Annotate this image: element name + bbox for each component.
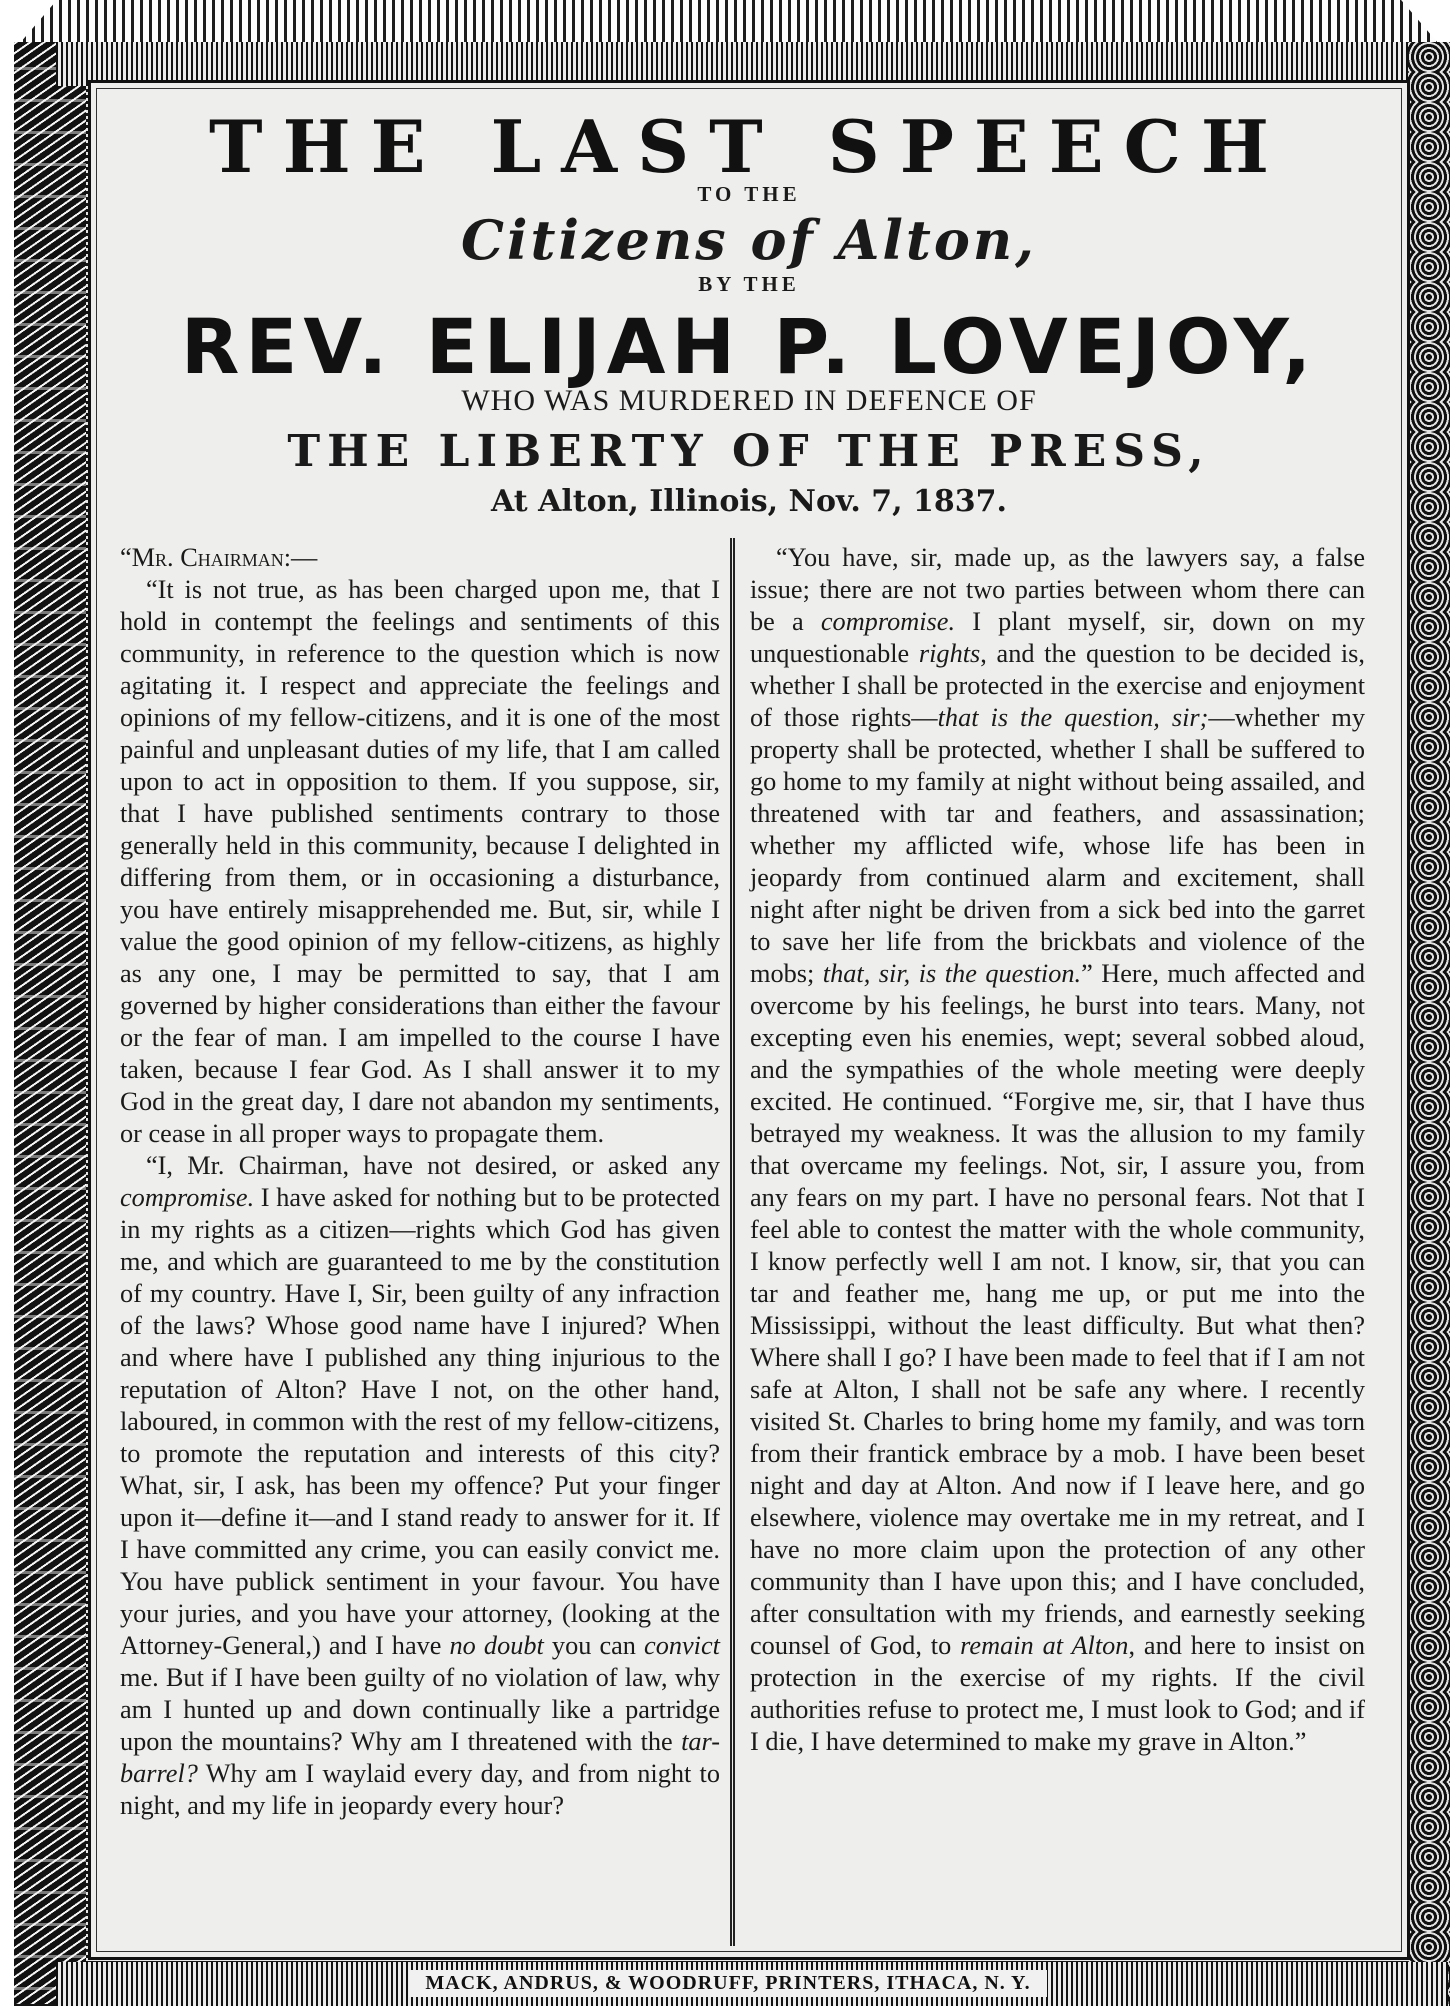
paragraph-1: “It is not true, as has been charged upon me, that I hold in contempt the feelings and sentiments of this community, in reference to the question which is now agitating it. I respect and appreciate the feelings and opinions of my fellow-citizens, and it is one of the most painful and unpleasant duties of my life, that I am called upon to act in opposition to them. If you suppose, sir, that I have published sentiments contrary to those generally held in this community, because I delighted in differing from them, or in occasioning a disturbance, you have entirely misapprehended me. But, sir, while I value the good opinion of my fellow-citizens, as highly as any one, I may be permitted to say, that I am governed by higher considerations than either the favour or the fear of man. I am impelled to the course I have taken, because I fear God. As I shall answer it to my God in the great day, I dare not abandon my sentiments, or cease in all proper ways to propagate them. (120, 575, 720, 1148)
broadside-content (100, 92, 1398, 1952)
subtitle-by-the: BY THE (698, 272, 800, 296)
liberty-heading: THE LIBERTY OF THE PRESS, (287, 426, 1211, 477)
subtitle-to-the: TO THE (697, 182, 801, 206)
paragraph-3: “You have, sir, made up, as the lawyers say, a false issue; there are not two parties between whom there can be a compromise. I plant myself, sir, down on my unquestionable rights, and the question to be decided is, whether I shall be protected in the exercise and enjoyment of those rights—that is the question, sir;—whether my property shall be protected, whether I shall be suffered to go home to my family at night without being assailed, and threatened with tar and feathers, and assassination; whether my afflicted wife, whose life has been in jeopardy from continued alarm and excitement, shall night after night be driven from a sick bed into the garret to save her life from the brickbats and violence of the mobs; that, sir, is the question.” Here, much affected and overcome by his feelings, he burst into tears. Many, not excepting even his enemies, wept; several sobbed aloud, and the sympathies of the whole meeting were deeply excited. He continued. “Forgive me, sir, that I have thus betrayed my weakness. It was the allusion to my family that overcame my feelings. Not, sir, I assure you, from any fears on my part. I have no personal fears. Not that I feel able to contest the matter with the whole community, I know perfectly well I am not. I know, sir, that you can tar and feather me, hang me up, or put me into the Mississippi, without the least difficulty. But what then? Where shall I go? I have been made to feel that if I am not safe at Alton, I shall not be safe any where. I recently visited St. Charles to bring home my family, and was torn from their frantick embrace by a mob. I have been beset night and day at Alton. And now if I leave here, and go elsewhere, violence may overtake me in my retreat, and I have no more claim upon the protection of any other community than I have upon this; and I have concluded, after consultation with my friends, and earnestly seeking counsel of God, to remain at Alton, and here to insist on protection in the exercise of my rights. If the civil authorities refuse to protect me, I must look to God; and if I die, I have determined to make my grave in Alton.” (750, 543, 1366, 1756)
printer-credit: MACK, ANDRUS, & WOODRUFF, PRINTERS, ITHACA, N. Y. (409, 1970, 1046, 1997)
main-title: THE LAST SPEECH (209, 104, 1289, 189)
salutation: “Mr. Chairman:— (120, 543, 318, 572)
murdered-line: WHO WAS MURDERED IN DEFENCE OF (461, 384, 1037, 417)
right-chain-border (1408, 42, 1450, 2006)
author-name: REV. ELIJAH P. LOVEJOY, (180, 302, 1318, 391)
place-date: At Alton, Illinois, Nov. 7, 1837. (491, 484, 1007, 519)
printer-footer (0, 1962, 1456, 2006)
right-column (750, 542, 1365, 1758)
left-column (120, 542, 720, 1822)
subtitle-citizens: Citizens of Alton, (461, 208, 1037, 272)
left-feather-border (14, 42, 86, 2004)
paragraph-2: “I, Mr. Chairman, have not desired, or asked any compromise. I have asked for nothing but to be protected in my rights as a citizen—rights which God has given me, and which are guaranteed to me by the constitution of my country. Have I, Sir, been guilty of any infraction of the laws? Whose good name have I injured? When and where have I published any thing injurious to the reputation of Alton? Have I not, on the other hand, laboured, in common with the rest of my fellow-citizens, to promote the reputation and interests of this city? What, sir, I ask, has been my offence? Put your finger upon it—define it—and I stand ready to answer for it. If I have committed any crime, you can easily convict me. You have publick sentiment in your favour. You have your juries, and you have your attorney, (looking at the Attorney-General,) and I have no doubt you can convict me. But if I have been guilty of no violation of law, why am I hunted up and down continually like a partridge upon the mountains? Why am I threatened with the tar-barrel? Why am I waylaid every day, and from night to night, and my life in jeopardy every hour? (120, 1151, 720, 1820)
column-divider (730, 538, 735, 1946)
